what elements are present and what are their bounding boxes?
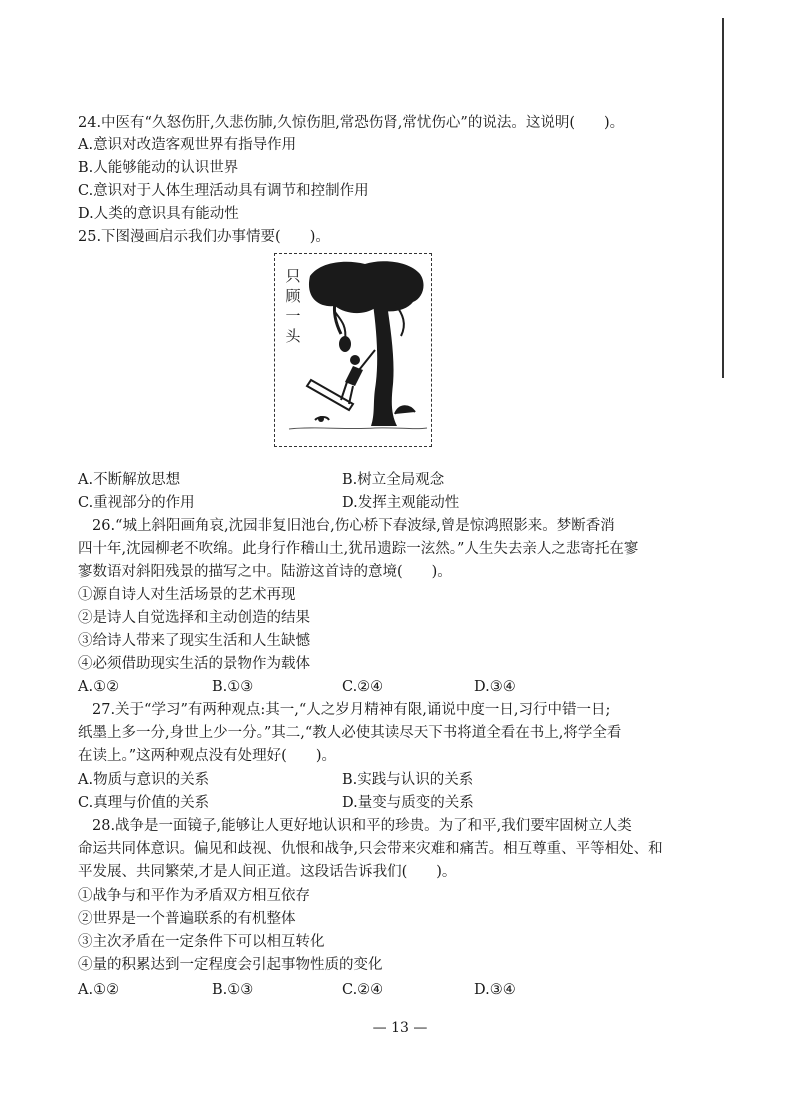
option-d: D.③④ bbox=[474, 982, 516, 998]
option-c: C.②④ bbox=[342, 679, 384, 695]
option-b: B.①③ bbox=[212, 679, 254, 695]
option-c: C.意识对于人体生理活动具有调节和控制作用 bbox=[78, 183, 369, 199]
option-b: B.实践与认识的关系 bbox=[342, 772, 474, 788]
statement-1: ①源自诗人对生活场景的艺术再现 bbox=[78, 587, 296, 603]
statement-4: ④量的积累达到一定程度会引起事物性质的变化 bbox=[78, 957, 383, 973]
option-a: A.物质与意识的关系 bbox=[78, 772, 210, 788]
option-c: C.②④ bbox=[342, 982, 384, 998]
option-c: C.真理与价值的关系 bbox=[78, 795, 210, 811]
statement-1: ①战争与和平作为矛盾双方相互依存 bbox=[78, 888, 310, 904]
question-stem-line-2: 四十年,沈园柳老不吹绵。此身行作稽山土,犹吊遗踪一泫然。”人生失去亲人之悲寄托在寥 bbox=[78, 541, 639, 557]
option-d: D.发挥主观能动性 bbox=[342, 495, 460, 511]
cartoon-drawing bbox=[275, 254, 430, 445]
option-d: D.人类的意识具有能动性 bbox=[78, 206, 239, 222]
question-stem-line-1: 28.战争是一面镜子,能够让人更好地认识和平的珍贵。为了和平,我们要牢固树立人类 bbox=[92, 818, 632, 834]
option-a: A.①② bbox=[78, 982, 120, 998]
statement-3: ③给诗人带来了现实生活和人生缺憾 bbox=[78, 633, 310, 649]
question-stem-line-3: 在读上。”这两种观点没有处理好( )。 bbox=[78, 748, 336, 764]
statement-2: ②是诗人自觉选择和主动创造的结果 bbox=[78, 610, 310, 626]
question-stem-line-3: 寥数语对斜阳残景的描写之中。陆游这首诗的意境( )。 bbox=[78, 564, 452, 580]
option-b: B.人能够能动的认识世界 bbox=[78, 160, 239, 176]
option-d: D.量变与质变的关系 bbox=[342, 795, 474, 811]
statement-4: ④必须借助现实生活的景物作为载体 bbox=[78, 656, 310, 672]
question-stem-line-2: 纸墨上多一分,身世上少一分。”其二,“教人必使其读尽天下书将道全看在书上,将学全看 bbox=[78, 725, 622, 741]
statement-3: ③主次矛盾在一定条件下可以相互转化 bbox=[78, 934, 325, 950]
option-a: A.意识对改造客观世界有指导作用 bbox=[78, 137, 297, 153]
cartoon-title: 只顾一头 bbox=[285, 267, 301, 345]
question-stem-line-2: 命运共同体意识。偏见和歧视、仇恨和战争,只会带来灾难和痛苦。相互尊重、平等相处、和 bbox=[78, 841, 663, 857]
statement-2: ②世界是一个普遍联系的有机整体 bbox=[78, 911, 296, 927]
cartoon-image bbox=[274, 253, 432, 447]
option-b: B.树立全局观念 bbox=[342, 472, 445, 488]
question-stem-line-3: 平发展、共同繁荣,才是人间正道。这段话告诉我们( )。 bbox=[78, 864, 457, 880]
page-number: — 13 — bbox=[372, 1020, 428, 1036]
question-stem-line-1: 26.“城上斜阳画角哀,沈园非复旧池台,伤心桥下春波绿,曾是惊鸿照影来。梦断香消 bbox=[92, 518, 615, 534]
question-stem-line-1: 27.关于“学习”有两种观点:其一,“人之岁月精神有限,诵说中度一日,习行中错一日; bbox=[92, 702, 611, 718]
option-a: A.①② bbox=[78, 679, 120, 695]
question-stem: 24.中医有“久怒伤肝,久悲伤肺,久惊伤胆,常恐伤肾,常忧伤心”的说法。这说明( )。 bbox=[78, 115, 625, 131]
margin-rule bbox=[722, 18, 724, 378]
option-a: A.不断解放思想 bbox=[78, 472, 181, 488]
option-d: D.③④ bbox=[474, 679, 516, 695]
option-c: C.重视部分的作用 bbox=[78, 495, 195, 511]
option-b: B.①③ bbox=[212, 982, 254, 998]
question-stem: 25.下图漫画启示我们办事情要( )。 bbox=[78, 229, 330, 245]
